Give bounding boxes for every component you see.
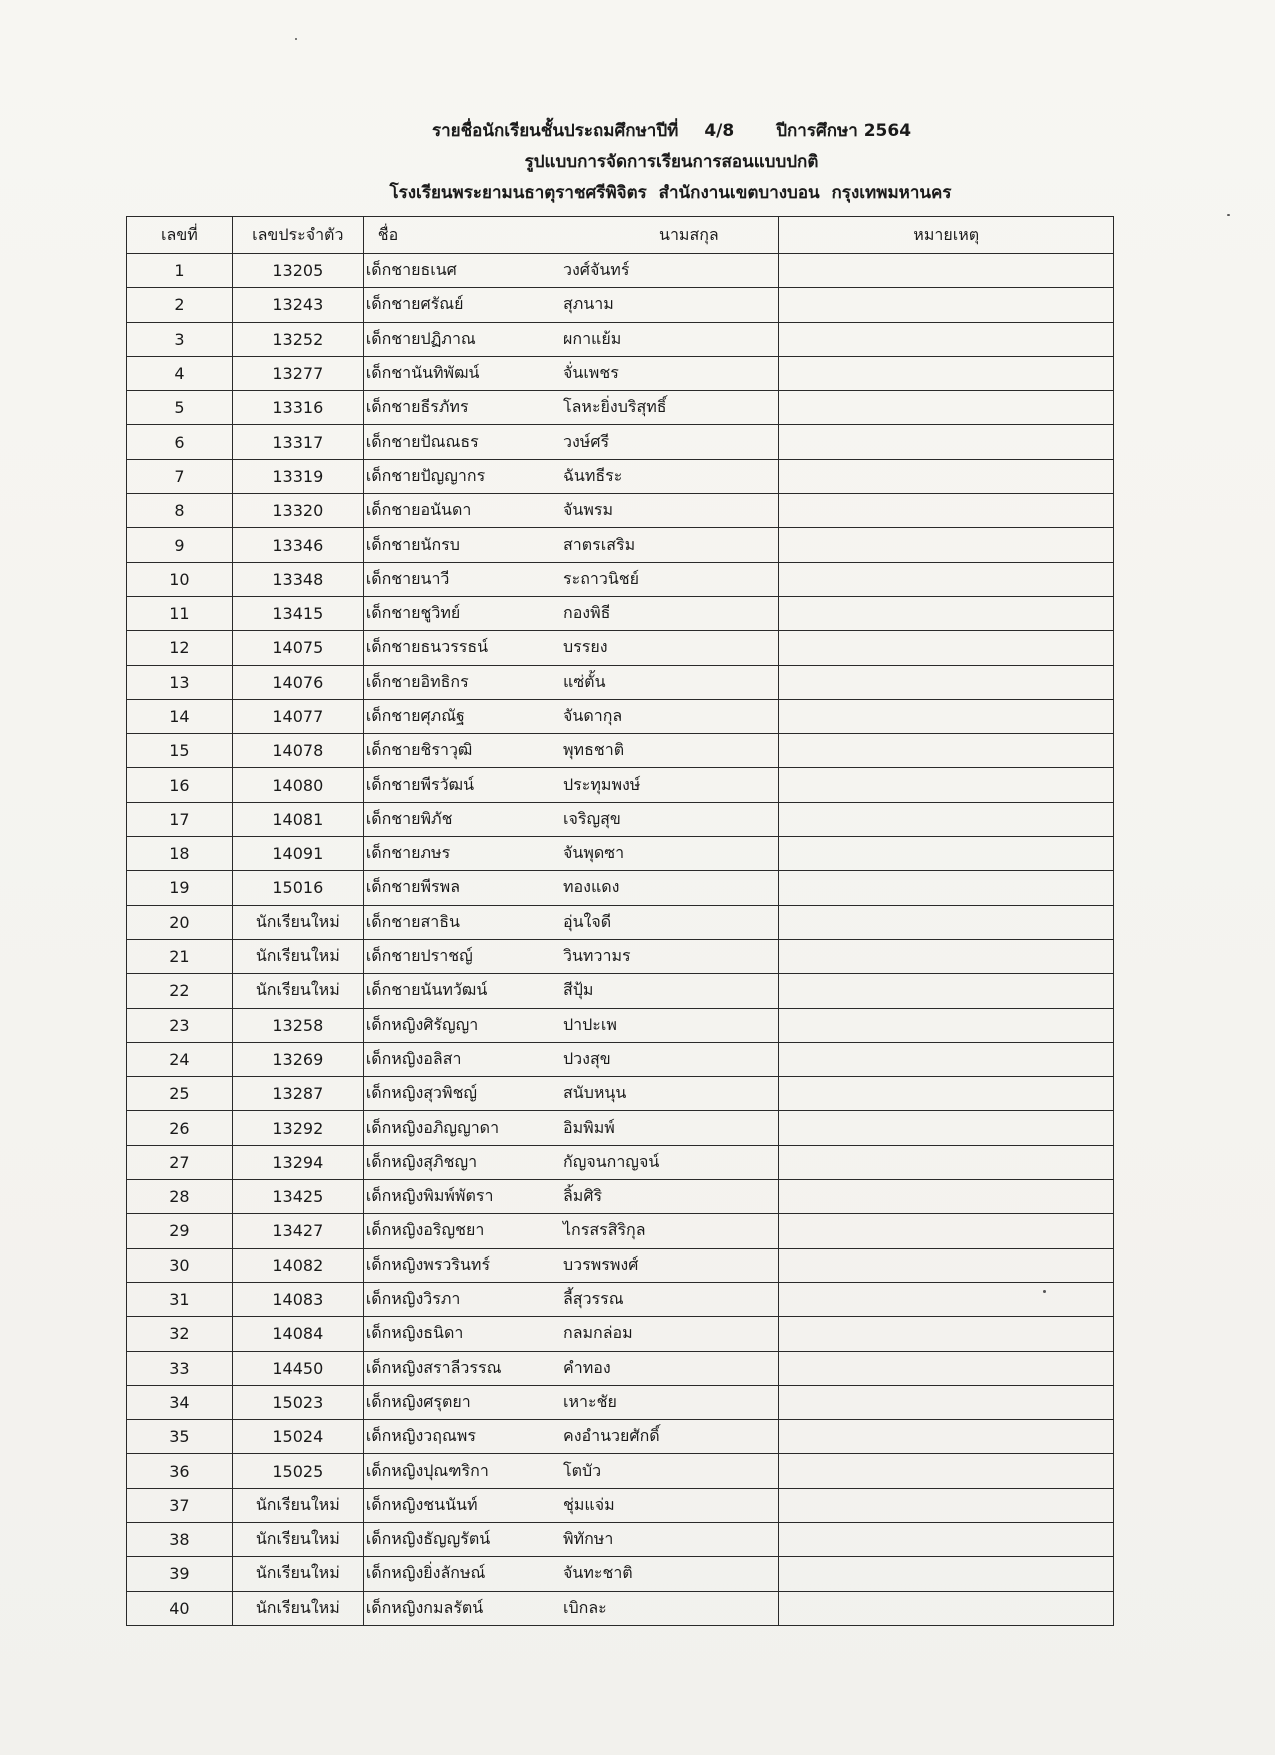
student-first-name: เด็กหญิงสราลีวรรณ: [363, 1351, 563, 1385]
student-first-name: เด็กหญิงยิ่งลักษณ์: [363, 1557, 563, 1591]
student-first-name: เด็กหญิงปุณฑริกา: [363, 1454, 563, 1488]
student-last-name: โตบัว: [563, 1454, 779, 1488]
student-last-name: จันพุดซา: [563, 837, 779, 871]
student-last-name: สุภนาม: [563, 288, 779, 322]
student-first-name: เด็กชายศุภณัฐ: [363, 699, 563, 733]
student-number: 24: [127, 1042, 233, 1076]
student-first-name: เด็กชายปัณณธร: [363, 425, 563, 459]
student-number: 18: [127, 837, 233, 871]
student-id: 14083: [232, 1282, 363, 1316]
table-row: [127, 734, 1114, 768]
student-last-name: สีปุ้ม: [563, 974, 779, 1008]
student-first-name: เด็กหญิงธัญญรัตน์: [363, 1522, 563, 1556]
student-id: นักเรียนใหม่: [232, 1557, 363, 1591]
student-number: 7: [127, 459, 233, 493]
student-id: นักเรียนใหม่: [232, 1488, 363, 1522]
table-row: [127, 1077, 1114, 1111]
student-remark: [779, 1180, 1114, 1214]
student-number: 9: [127, 528, 233, 562]
student-number: 25: [127, 1077, 233, 1111]
student-last-name: พิทักษา: [563, 1522, 779, 1556]
student-id: 13277: [232, 356, 363, 390]
student-first-name: เด็กชายศรัณย์: [363, 288, 563, 322]
student-first-name: เด็กชายอนันดา: [363, 494, 563, 528]
student-remark: [779, 837, 1114, 871]
student-last-name: ปาปะเพ: [563, 1008, 779, 1042]
student-number: 8: [127, 494, 233, 528]
student-remark: [779, 1557, 1114, 1591]
student-number: 30: [127, 1248, 233, 1282]
student-number: 22: [127, 974, 233, 1008]
student-last-name: ปวงสุข: [563, 1042, 779, 1076]
student-last-name: วงษ์ศรี: [563, 425, 779, 459]
student-id: 14081: [232, 802, 363, 836]
student-id: 13292: [232, 1111, 363, 1145]
student-last-name: พุทธชาติ: [563, 734, 779, 768]
student-remark: [779, 1351, 1114, 1385]
student-last-name: โลหะยิ่งบริสุทธิ์: [563, 391, 779, 425]
student-number: 37: [127, 1488, 233, 1522]
student-remark: [779, 1420, 1114, 1454]
student-id: 14075: [232, 631, 363, 665]
student-number: 27: [127, 1145, 233, 1179]
student-remark: [779, 631, 1114, 665]
table-row: [127, 1351, 1114, 1385]
student-last-name: อุ่นใจดี: [563, 905, 779, 939]
student-last-name: ฉันทธีระ: [563, 459, 779, 493]
student-id: 13425: [232, 1180, 363, 1214]
student-id: 14084: [232, 1317, 363, 1351]
student-remark: [779, 425, 1114, 459]
student-id: 13317: [232, 425, 363, 459]
student-first-name: เด็กหญิงกมลรัตน์: [363, 1591, 563, 1625]
student-number: 39: [127, 1557, 233, 1591]
student-id: 13320: [232, 494, 363, 528]
student-id: 13316: [232, 391, 363, 425]
scan-speck: [1043, 1290, 1046, 1293]
student-number: 6: [127, 425, 233, 459]
student-number: 17: [127, 802, 233, 836]
student-last-name: วงศ์จันทร์: [563, 254, 779, 288]
student-id: 14076: [232, 665, 363, 699]
student-number: 20: [127, 905, 233, 939]
table-row: [127, 425, 1114, 459]
table-row: [127, 1214, 1114, 1248]
table-row: [127, 356, 1114, 390]
table-header-row: [127, 217, 1114, 254]
student-number: 23: [127, 1008, 233, 1042]
student-remark: [779, 528, 1114, 562]
student-first-name: เด็กชายธเนศ: [363, 254, 563, 288]
student-number: 32: [127, 1317, 233, 1351]
title-line: [0, 116, 1275, 147]
subtitle: รูปแบบการจัดการเรียนการสอนแบบปกติ: [524, 152, 819, 172]
student-remark: [779, 391, 1114, 425]
table-row: [127, 1282, 1114, 1316]
scan-speck: [1227, 214, 1230, 216]
student-id: นักเรียนใหม่: [232, 1591, 363, 1625]
student-number: 12: [127, 631, 233, 665]
student-first-name: เด็กหญิงอลิสา: [363, 1042, 563, 1076]
table-body: [127, 254, 1114, 1626]
student-remark: [779, 1008, 1114, 1042]
table-row: [127, 288, 1114, 322]
student-number: 11: [127, 596, 233, 630]
student-remark: [779, 1042, 1114, 1076]
student-remark: [779, 974, 1114, 1008]
student-number: 19: [127, 871, 233, 905]
student-id: 14091: [232, 837, 363, 871]
table-row: [127, 254, 1114, 288]
table-row: [127, 1488, 1114, 1522]
student-number: 3: [127, 322, 233, 356]
student-remark: [779, 254, 1114, 288]
student-number: 16: [127, 768, 233, 802]
table-row: [127, 974, 1114, 1008]
student-remark: [779, 1591, 1114, 1625]
student-id: 15016: [232, 871, 363, 905]
student-remark: [779, 734, 1114, 768]
student-last-name: กัญจนกาญจน์: [563, 1145, 779, 1179]
table-row: [127, 1042, 1114, 1076]
student-id: 14077: [232, 699, 363, 733]
student-remark: [779, 1145, 1114, 1179]
student-number: 35: [127, 1420, 233, 1454]
student-remark: [779, 459, 1114, 493]
table-row: [127, 871, 1114, 905]
student-last-name: ประทุมพงษ์: [563, 768, 779, 802]
student-last-name: จันดากุล: [563, 699, 779, 733]
student-first-name: เด็กหญิงพรวรินทร์: [363, 1248, 563, 1282]
student-id: 13415: [232, 596, 363, 630]
student-last-name: บวรพรพงศ์: [563, 1248, 779, 1282]
student-number: 13: [127, 665, 233, 699]
table-row: [127, 1008, 1114, 1042]
student-first-name: เด็กหญิงอภิญญาดา: [363, 1111, 563, 1145]
student-number: 38: [127, 1522, 233, 1556]
student-number: 4: [127, 356, 233, 390]
student-first-name: เด็กหญิงศรุตยา: [363, 1385, 563, 1419]
student-id: 13287: [232, 1077, 363, 1111]
student-remark: [779, 1248, 1114, 1282]
column-header-first-name: ชื่อ: [363, 217, 563, 254]
student-first-name: เด็กชายธีรภัทร: [363, 391, 563, 425]
table-row: [127, 322, 1114, 356]
student-first-name: เด็กชายนันทวัฒน์: [363, 974, 563, 1008]
student-last-name: สนับหนุน: [563, 1077, 779, 1111]
student-first-name: เด็กชายชิราวุฒิ: [363, 734, 563, 768]
table-row: [127, 1522, 1114, 1556]
student-remark: [779, 1385, 1114, 1419]
student-id: 13258: [232, 1008, 363, 1042]
student-remark: [779, 494, 1114, 528]
table-row: [127, 802, 1114, 836]
document-header: [0, 116, 1275, 209]
student-last-name: จั่นเพชร: [563, 356, 779, 390]
student-first-name: เด็กชายสาธิน: [363, 905, 563, 939]
student-remark: [779, 1317, 1114, 1351]
table-row: [127, 768, 1114, 802]
table-row: [127, 837, 1114, 871]
student-number: 29: [127, 1214, 233, 1248]
table-row: [127, 1420, 1114, 1454]
student-remark: [779, 939, 1114, 973]
student-remark: [779, 596, 1114, 630]
student-last-name: คงอำนวยศักดิ์: [563, 1420, 779, 1454]
student-last-name: จันพรม: [563, 494, 779, 528]
student-id: 15024: [232, 1420, 363, 1454]
table-row: [127, 939, 1114, 973]
student-last-name: ระถาวนิชย์: [563, 562, 779, 596]
student-first-name: เด็กหญิงธนิดา: [363, 1317, 563, 1351]
student-last-name: อิมพิมพ์: [563, 1111, 779, 1145]
student-first-name: เด็กชานันทิพัฒน์: [363, 356, 563, 390]
student-id: 13427: [232, 1214, 363, 1248]
student-first-name: เด็กชายปัญญากร: [363, 459, 563, 493]
student-id: 14450: [232, 1351, 363, 1385]
student-last-name: ชุ่มแจ่ม: [563, 1488, 779, 1522]
student-remark: [779, 699, 1114, 733]
student-last-name: ผกาแย้ม: [563, 322, 779, 356]
student-id: 15025: [232, 1454, 363, 1488]
student-last-name: กองพิธี: [563, 596, 779, 630]
table-row: [127, 391, 1114, 425]
student-last-name: สาตรเสริม: [563, 528, 779, 562]
district-office: สำนักงานเขตบางบอน: [658, 183, 820, 203]
student-first-name: เด็กหญิงอริญชยา: [363, 1214, 563, 1248]
student-first-name: เด็กชายนักรบ: [363, 528, 563, 562]
student-remark: [779, 1454, 1114, 1488]
table-row: [127, 459, 1114, 493]
student-number: 33: [127, 1351, 233, 1385]
student-last-name: เหาะชัย: [563, 1385, 779, 1419]
student-first-name: เด็กชายปฏิภาณ: [363, 322, 563, 356]
column-header-remarks: หมายเหตุ: [779, 217, 1114, 254]
table-row: [127, 699, 1114, 733]
student-last-name: เบิกละ: [563, 1591, 779, 1625]
column-header-last-name: นามสกุล: [563, 217, 779, 254]
student-remark: [779, 1522, 1114, 1556]
student-last-name: แซ่ตั้น: [563, 665, 779, 699]
table-row: [127, 1557, 1114, 1591]
student-last-name: ลี้สุวรรณ: [563, 1282, 779, 1316]
student-first-name: เด็กชายพีรพล: [363, 871, 563, 905]
student-first-name: เด็กชายอิทธิกร: [363, 665, 563, 699]
student-id: 13319: [232, 459, 363, 493]
student-id: 13294: [232, 1145, 363, 1179]
student-number: 10: [127, 562, 233, 596]
table-row: [127, 494, 1114, 528]
student-id: 13243: [232, 288, 363, 322]
city-name: กรุงเทพมหานคร: [831, 183, 952, 203]
student-id: 13348: [232, 562, 363, 596]
student-last-name: ทองแดง: [563, 871, 779, 905]
student-last-name: ลิ้มศิริ: [563, 1180, 779, 1214]
student-first-name: เด็กหญิงสุภิชญา: [363, 1145, 563, 1179]
student-number: 40: [127, 1591, 233, 1625]
table-row: [127, 1248, 1114, 1282]
student-number: 21: [127, 939, 233, 973]
academic-year: ปีการศึกษา 2564: [776, 121, 912, 141]
student-id: 13252: [232, 322, 363, 356]
table-row: [127, 1145, 1114, 1179]
student-id: นักเรียนใหม่: [232, 1522, 363, 1556]
table-row: [127, 905, 1114, 939]
student-first-name: เด็กชายพีรวัฒน์: [363, 768, 563, 802]
table-row: [127, 665, 1114, 699]
student-remark: [779, 905, 1114, 939]
student-last-name: บรรยง: [563, 631, 779, 665]
student-remark: [779, 871, 1114, 905]
table-row: [127, 562, 1114, 596]
student-id: 13205: [232, 254, 363, 288]
student-number: 26: [127, 1111, 233, 1145]
student-last-name: กลมกล่อม: [563, 1317, 779, 1351]
student-id: 15023: [232, 1385, 363, 1419]
student-remark: [779, 1282, 1114, 1316]
student-number: 1: [127, 254, 233, 288]
student-remark: [779, 288, 1114, 322]
student-remark: [779, 562, 1114, 596]
student-first-name: เด็กหญิงศิรัญญา: [363, 1008, 563, 1042]
title-text: รายชื่อนักเรียนชั้นประถมศึกษาปีที่: [431, 121, 679, 141]
student-first-name: เด็กหญิงวฤณพร: [363, 1420, 563, 1454]
column-header-student-id: เลขประจำตัว: [232, 217, 363, 254]
student-number: 15: [127, 734, 233, 768]
student-first-name: เด็กชายภษร: [363, 837, 563, 871]
student-first-name: เด็กหญิงพิมพ์พัตรา: [363, 1180, 563, 1214]
student-first-name: เด็กชายชูวิทย์: [363, 596, 563, 630]
student-last-name: จันทะชาติ: [563, 1557, 779, 1591]
student-first-name: เด็กชายธนวรรธน์: [363, 631, 563, 665]
class-number: 4/8: [704, 121, 735, 141]
student-number: 34: [127, 1385, 233, 1419]
student-id: 14082: [232, 1248, 363, 1282]
table-row: [127, 1111, 1114, 1145]
table-row: [127, 528, 1114, 562]
student-number: 31: [127, 1282, 233, 1316]
student-remark: [779, 1214, 1114, 1248]
student-remark: [779, 802, 1114, 836]
student-last-name: วินทวามร: [563, 939, 779, 973]
student-remark: [779, 1488, 1114, 1522]
student-first-name: เด็กหญิงชนนันท์: [363, 1488, 563, 1522]
student-number: 5: [127, 391, 233, 425]
student-id: 13346: [232, 528, 363, 562]
student-id: นักเรียนใหม่: [232, 939, 363, 973]
student-remark: [779, 322, 1114, 356]
student-id: 13269: [232, 1042, 363, 1076]
student-first-name: เด็กชายพิภัช: [363, 802, 563, 836]
student-remark: [779, 1111, 1114, 1145]
student-id: 14080: [232, 768, 363, 802]
student-last-name: เจริญสุข: [563, 802, 779, 836]
table-row: [127, 1591, 1114, 1625]
student-remark: [779, 665, 1114, 699]
student-last-name: คำทอง: [563, 1351, 779, 1385]
column-header-number: เลขที่: [127, 217, 233, 254]
student-remark: [779, 1077, 1114, 1111]
student-first-name: เด็กชายนาวี: [363, 562, 563, 596]
table-row: [127, 1385, 1114, 1419]
student-first-name: เด็กหญิงวิรภา: [363, 1282, 563, 1316]
student-number: 36: [127, 1454, 233, 1488]
school-name: โรงเรียนพระยามนธาตุราชศรีพิจิตร: [389, 183, 647, 203]
scan-speck: [295, 38, 297, 40]
student-remark: [779, 768, 1114, 802]
student-number: 14: [127, 699, 233, 733]
student-id: นักเรียนใหม่: [232, 905, 363, 939]
student-remark: [779, 356, 1114, 390]
table-row: [127, 631, 1114, 665]
student-id: 14078: [232, 734, 363, 768]
student-last-name: ไกรสรสิริกุล: [563, 1214, 779, 1248]
student-number: 28: [127, 1180, 233, 1214]
table-row: [127, 1180, 1114, 1214]
table-row: [127, 1454, 1114, 1488]
student-first-name: เด็กหญิงสุวพิชญ์: [363, 1077, 563, 1111]
student-number: 2: [127, 288, 233, 322]
table-row: [127, 596, 1114, 630]
student-list-table: [126, 216, 1114, 1626]
student-id: นักเรียนใหม่: [232, 974, 363, 1008]
table-row: [127, 1317, 1114, 1351]
student-first-name: เด็กชายปราชญ์: [363, 939, 563, 973]
school-line: [0, 178, 1275, 209]
